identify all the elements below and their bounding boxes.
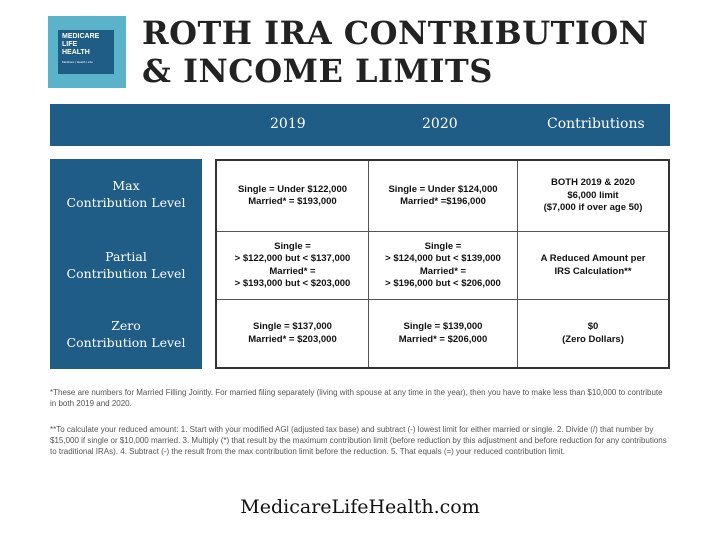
logo-line-2: LIFE xyxy=(62,41,78,48)
cell-text: Single = $137,000 xyxy=(253,321,332,332)
cell-text: Married* = xyxy=(269,265,316,277)
cell-text: Single = $139,000 xyxy=(403,321,483,332)
row-label-partial-line-1: Partial xyxy=(105,249,147,264)
cell-partial-2020 xyxy=(369,232,517,299)
cell-text: A Reduced Amount per xyxy=(540,253,646,264)
website-url: MedicareLifeHealth.com xyxy=(240,496,480,518)
cell-text: IRS Calculation** xyxy=(554,265,632,277)
cell-partial-contributions xyxy=(518,232,668,299)
row-label-max-line-1: Max xyxy=(112,178,140,193)
row-label-partial xyxy=(50,248,202,282)
row-label-max xyxy=(50,177,202,211)
logo-tagline: Medicare | Health | Life xyxy=(62,60,93,64)
row-label-zero-line-2: Contribution Level xyxy=(66,335,186,350)
cell-zero-2019 xyxy=(217,300,368,367)
cell-text: Single = Under $122,000 xyxy=(237,183,348,195)
limits-table xyxy=(215,159,670,369)
row-label-zero xyxy=(50,317,202,351)
logo-line-3: HEALTH xyxy=(62,49,90,56)
footnote-married-filing: *These are numbers for Married Filling Jointly. For married filing separately (living with spouse at any time in the year), then you have to make less than $10,000 to contribute in both 2019 and 2020. xyxy=(50,388,663,408)
title-line-1: ROTH IRA CONTRIBUTION xyxy=(142,14,649,52)
logo-badge xyxy=(58,30,114,74)
cell-max-contributions xyxy=(518,161,668,231)
cell-text: $0 xyxy=(587,321,599,332)
cell-text: > $122,000 but < $137,000 xyxy=(234,253,351,264)
cell-text: Married* = xyxy=(419,265,467,277)
column-header-2019: 2019 xyxy=(270,116,306,132)
cell-text: Married* = $203,000 xyxy=(248,333,337,345)
cell-text: > $193,000 but < $203,000 xyxy=(234,278,351,289)
row-label-partial-line-2: Contribution Level xyxy=(66,266,186,281)
cell-text: Married* = $206,000 xyxy=(398,333,488,345)
column-header-contributions: Contributions xyxy=(547,116,645,132)
cell-text: $6,000 limit xyxy=(567,189,619,201)
row-label-zero-line-1: Zero xyxy=(111,318,141,333)
title-line-2: & INCOME LIMITS xyxy=(142,52,493,90)
cell-text: Single = xyxy=(424,240,462,252)
footnote-reduced-calculation: **To calculate your reduced amount: 1. Start with your modified AGI (adjusted tax base) and subtract (-) lowest limit for either married or single. 2. Divide (/) that number by $15,000 if single or $10,000 married. 3. Multiply (*) that result by the maximum contribution limit (before reduction by this adjustment and before reduction for any contributions to traditional IRAs). 4. Subtract (-) the result from the max contribution limit before the reduction. 5. That equals (=) your reduced contribution limit. xyxy=(50,425,667,456)
cell-max-2020 xyxy=(369,161,517,231)
cell-text: Married* =$196,000 xyxy=(400,196,486,207)
cell-zero-contributions xyxy=(518,300,668,367)
cell-text: > $196,000 but < $206,000 xyxy=(385,278,501,289)
page-title xyxy=(142,14,649,90)
cell-text: (Zero Dollars) xyxy=(562,333,624,345)
cell-text: BOTH 2019 & 2020 xyxy=(551,177,635,189)
cell-text: > $124,000 but < $139,000 xyxy=(385,253,501,264)
row-label-max-line-2: Contribution Level xyxy=(66,195,186,210)
cell-text: Single = Under $124,000 xyxy=(388,183,498,195)
row-label-panel xyxy=(50,159,202,369)
cell-text: Married* = $193,000 xyxy=(248,196,337,207)
cell-zero-2020 xyxy=(369,300,517,367)
medicare-life-health-logo xyxy=(48,16,126,88)
cell-text: Single = xyxy=(274,240,311,252)
column-header-bar xyxy=(50,104,670,146)
logo-line-1: MEDICARE xyxy=(62,33,100,40)
column-header-2020: 2020 xyxy=(422,116,458,132)
cell-partial-2019 xyxy=(217,232,368,299)
cell-text: ($7,000 if over age 50) xyxy=(543,202,643,214)
cell-max-2019 xyxy=(217,161,368,231)
